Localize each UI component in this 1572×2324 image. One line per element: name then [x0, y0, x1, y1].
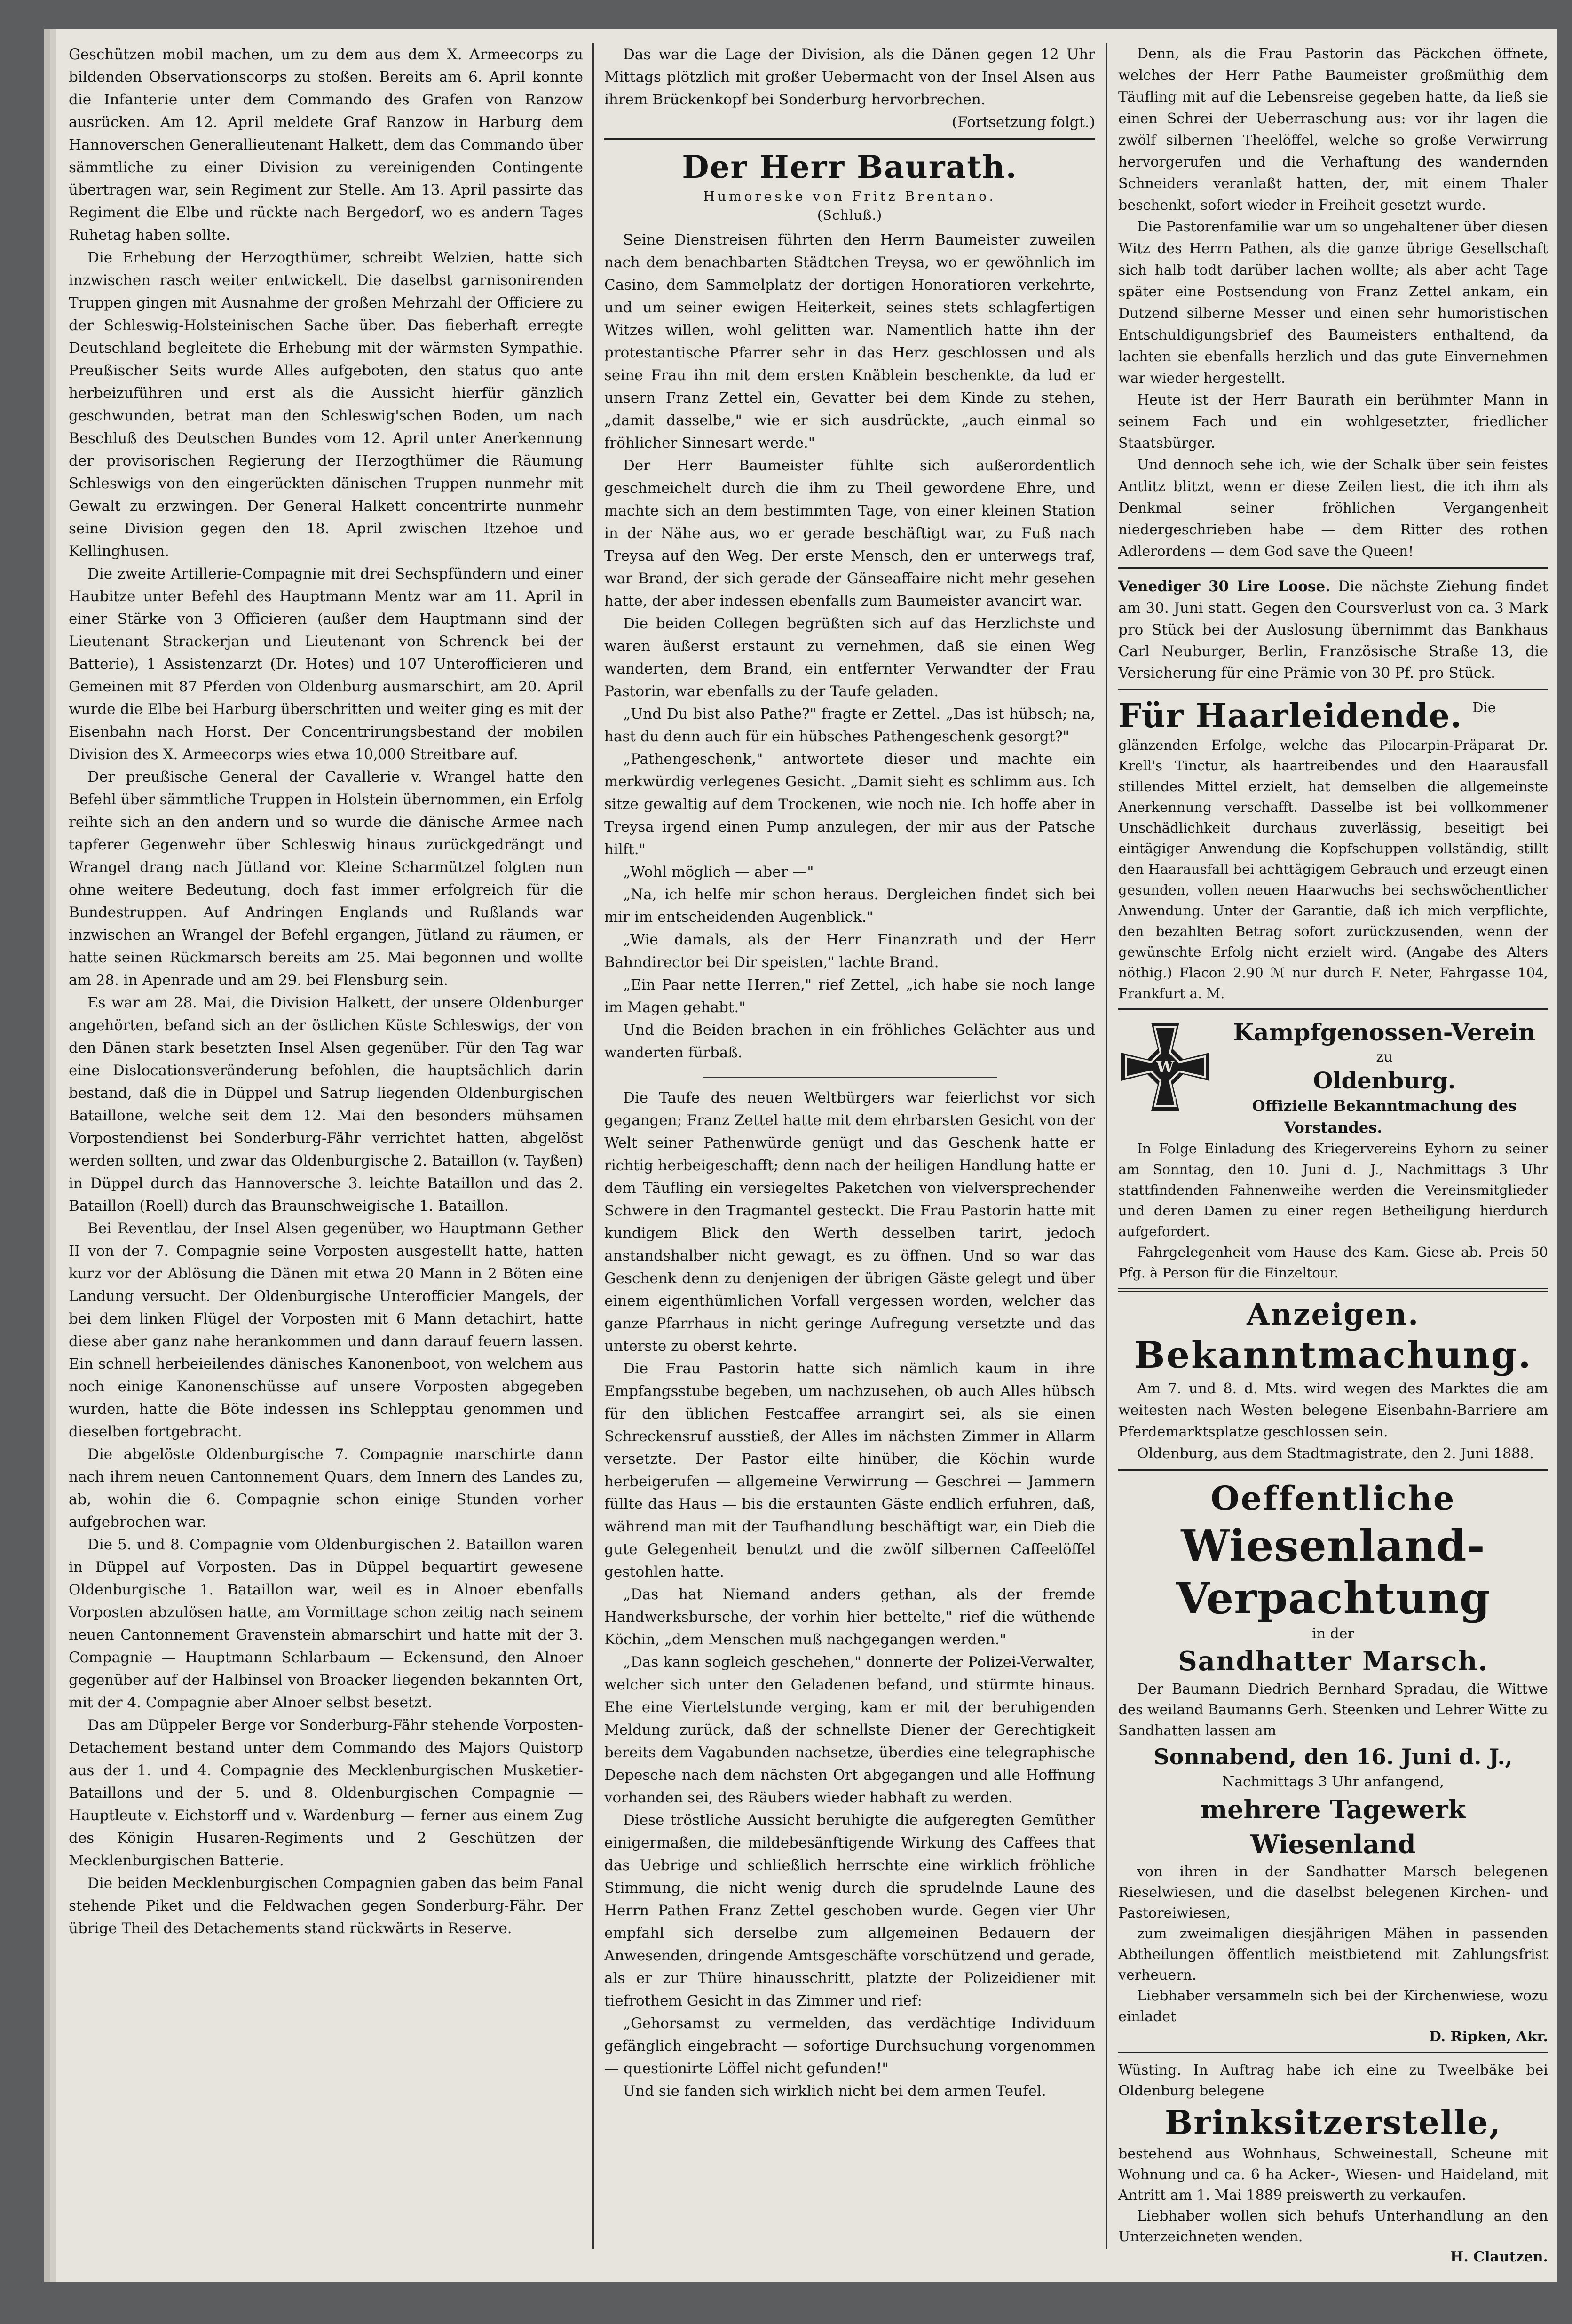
notice-text: Am 7. und 8. d. Mts. wird wegen des Marktes die am weitesten nach Westen belegene Eisenbahn-Barriere am Pferdemarktsplatze geschlossen sein. [1118, 1380, 1548, 1440]
history-paragraph: Die beiden Mecklenburgischen Compagnien gaben das beim Fanal stehende Piket und die Feldwachen gegen Sonderburg-Fähr. Der übrige Theil des Detachements stand rückwärts in Reserve. [69, 1875, 583, 1937]
story-paragraph: Die Pastorenfamilie war um so ungehaltener über diesen Witz des Herrn Pathen, als die ganze übrige Gesellschaft sich halb todt darüber lachen wollte; als aber acht Tage später eine Postsendung von Franz Zettel ankam, ein Dutzend silberne Messer und einen sehr humoristischen Entschuldigungsbrief des Baumeisters enthaltend, da lachten sie ebenfalls herzlich und das gute Einvernehmen war wieder hergestellt. [1118, 219, 1548, 387]
lease-in: in der [1312, 1626, 1354, 1642]
iron-cross-icon [1118, 1020, 1212, 1114]
history-paragraph: Es war am 28. Mai, die Division Halkett, der unsere Oldenburger angehörten, befand sich an der östlichen Küste Schleswigs, der von den Dänen stark besetzten Insel Alsen gegenüber. Für den Tag war eine Dislocationsveränderung befohlen, die hauptsächlich darin bestand, daß die in Düppel und Satrup liegenden Oldenburgischen Bataillone, welche seit dem 12. Mai den besonders mühsamen Vorpostendienst bei Sonderburg-Fähr verrichtet hatten, abgelöst werden sollten, und zwar das Oldenburgische 2. Bataillon (v. Tayßen) in Düppel durch das Hannoversche 3. leichte Bataillon und das 2. Bataillon (Roell) durch das Braunschweigische 1. Bataillon. [69, 994, 583, 1214]
lease-heading-4: mehrere Tagewerk Wiesenland [1201, 1794, 1466, 1859]
lease-date: Sonnabend, den 16. Juni d. J., [1153, 1744, 1513, 1769]
story-title: Der Herr Baurath. [682, 149, 1018, 185]
column-feuilleton [604, 43, 1095, 2249]
column-history [69, 43, 583, 2249]
scene-divider [703, 1077, 997, 1078]
ad-hair-text: Die glänzenden Erfolge, welche das Pilocarpin-Präparat Dr. Krell's Tinctur, als haartreibendes und den Haarausfall stillendes Mittel erzielt, hat demselben die allgemeinste Anerkennung verschafft. Dasselbe ist bei vollkommener Unschädlichkeit durchaus zuverlässig, beseitigt bei eintägiger Anwendung die Kopfschuppen vollständig, stillt den Haarausfall bei achttägigem Gebrauch und erzeugt einen gesunden, vollen neuen Haarwuchs bei sechswöchentlicher Anwendung. Unter der Garantie, daß ich mich verpflichte, den bezahlten Betrag sofort zurückzusenden, wenn der gewünschte Erfolg nicht erzielt wird. (Angabe des Alters nöthig.) Flacon 2.90 ℳ nur durch F. Neter, Fahrgasse 104, Frankfurt a. M. [1118, 699, 1548, 1001]
sale-sign: H. Clautzen. [1450, 2249, 1548, 2265]
ad-veterans-subtitle: Offizielle Bekanntmachung des Vorstandes. [1252, 1097, 1517, 1136]
ad-hair-title: Für Haarleidende. [1118, 696, 1462, 735]
story-paragraph: „Das kann sogleich geschehen," donnerte der Polizei-Verwalter, welcher sich unter den Geladenen befand, und stürmte hinaus. Ehe eine Viertelstunde verging, kam er mit der beruhigenden Meldung zurück, daß der schnellste Diener der Gerechtigkeit bereits dem Vagabunden nachsetze, überdies eine telegraphische Depesche nach dem nächsten Ort abgegangen und alle Hoffnung vorhanden sei, des Räubers wieder habhaft zu werden. [604, 1654, 1095, 1806]
ad-lottery-title: Venediger 30 Lire Loose. [1118, 578, 1330, 595]
story-paragraph: Und die Beiden brachen in ein fröhliches Gelächter aus und wanderten fürbaß. [604, 1022, 1095, 1061]
story-paragraph: „Und Du bist also Pathe?" fragte er Zettel. „Das ist hübsch; na, hast du denn auch für ein hübsches Pathengeschenk gesorgt?" [604, 706, 1095, 745]
story-byline: Humoreske von Fritz Brentano. [703, 189, 996, 204]
lease-heading-3: Sandhatter Marsch. [1178, 1646, 1488, 1677]
story-paragraph: Der Herr Baumeister fühlte sich außerordentlich geschmeichelt durch die ihm zu Theil gewordene Ehre, und machte sich an dem bestimmten Tage, von einer kleinen Station in der Nähe aus, wo er gerade beschäftigt war, zu Fuß nach Treysa auf den Weg. Der erste Mensch, den er unterwegs traf, war Brand, der sich gerade der Gänseaffaire nicht mehr gesehen hatte, der aber indessen ebenfalls zum Baumeister avancirt war. [604, 457, 1095, 610]
history-paragraph: Die Erhebung der Herzogthümer, schreibt Welzien, hatte sich inzwischen rasch weiter entwickelt. Die daselbst garnisonirenden Truppen gingen mit Ausnahme der großen Mehrzahl der Officiere zu der Schleswig-Holsteinischen Sache über. Das fieberhaft erregte Deutschland begleitete die Erhebung mit der wärmsten Sympathie. Preußischer Seits wurde Alles aufgeboten, den status quo ante herbeizuführen und erst als die Aussicht hierfür gänzlich geschwunden, betrat man den Schleswig'schen Boden, um nach Beschluß des Deutschen Bundes vom 12. April unter Anerkennung der provisorischen Regierung der Herzogthümer die Räumung Schleswigs von den eingerückten dänischen Truppen nunmehr mit Gewalt zu erzwingen. Der General Halkett concentrirte nunmehr seine Division gegen den 18. April zwischen Itzehoe und Kellinghusen. [69, 249, 583, 560]
history-paragraph: Das am Düppeler Berge vor Sonderburg-Fähr stehende Vorposten-Detachement bestand unter dem Commando des Majors Quistorp aus der 1. und 4. Compagnie des Mecklenburgischen Musketier-Bataillons und der 5. und 8. Oldenburgischen Compagnie — Hauptleute v. Eichstorff und v. Wardenburg — ferner aus einem Zug des Königin Husaren-Regiments und 2 Geschützen der Mecklenburgischen Batterie. [69, 1717, 583, 1869]
section-divider [604, 138, 1095, 142]
sale-text2: Liebhaber wollen sich behufs Unterhandlung an den Unterzeichneten wenden. [1118, 2208, 1548, 2245]
ad-divider [1118, 2052, 1548, 2055]
ad-divider [1118, 1008, 1548, 1012]
history-paragraph: Die 5. und 8. Compagnie vom Oldenburgischen 2. Bataillon waren in Düppel auf Vorposten. Das in Düppel bequartirt gewesene Oldenburgische 1. Bataillon war, weil es in Alnoer ebenfalls Vorposten abzulösen hatte, am Vormittage schon zeitig nach seinem neuen Cantonnement Gravenstein abmarschirt und hatte mit der 3. Compagnie — Hauptmann Schlarbaum — Eckensund, den Alnoer gegenüber auf der Halbinsel von Broacker liegenden bekannten Ort, mit der 4. Compagnie aber Alnoer selbst besetzt. [69, 1536, 583, 1711]
sale-text: bestehend aus Wohnhaus, Schweinestall, Scheune mit Wohnung und ca. 6 ha Acker-, Wiesen- und Haideland, mit Antritt am 1. Mai 1889 preiswerth zu verkaufen. [1118, 2146, 1548, 2204]
lease-text4: Liebhaber versammeln sich bei der Kirchenwiese, wozu einladet [1118, 1988, 1548, 2025]
history-paragraph: Der preußische General der Cavallerie v. Wrangel hatte den Befehl über sämmtliche Truppen in Holstein übernommen, ein Erfolg reihte sich an den andern und so wurde die dänische Armee nach tapferer Gegenwehr über Schleswig hinaus zurückgedrängt und Wrangel drang nach Jütland vor. Kleine Scharmützel folgten nun ohne weitere Bedeutung, doch fast immer erfolgreich für die Bundestruppen. Auf Andringen Englands und Rußlands war inzwischen an Wrangel der Befehl ergangen, Jütland zu räumen, er hatte seinen Rückmarsch bereits am 25. Mai begonnen und wollte am 28. in Apenrade und am 29. bei Flensburg sein. [69, 769, 583, 989]
ad-veterans-text2: Fahrgelegenheit vom Hause des Kam. Giese ab. Preis 50 Pfg. à Person für die Einzeltour. [1118, 1244, 1548, 1281]
lease-text: Der Baumann Diedrich Bernhard Spradau, die Wittwe des weiland Baumanns Gerh. Steenken und Lehrer Witte zu Sandhatten lassen am [1118, 1681, 1548, 1739]
story-conclusion-note: (Schluß.) [817, 207, 883, 223]
story-paragraph: „Das hat Niemand anders gethan, als der fremde Handwerksbursche, der vorhin hier bettelte," rief die wüthende Köchin, „dem Menschen muß nachgegangen werden." [604, 1586, 1095, 1648]
story-paragraph: Heute ist der Herr Baurath ein berühmter Mann in seinem Fach und ein wohlgesetzter, friedlicher Staatsbürger. [1118, 392, 1548, 452]
lease-time: Nachmittags 3 Uhr anfangend, [1222, 1774, 1445, 1790]
column-rule [592, 43, 594, 2249]
ad-lottery-text: Die nächste Ziehung findet am 30. Juni statt. Gegen den Coursverlust von ca. 3 Mark pro Stück bei der Auslosung übernimmt das Bankhaus Carl Neuburger, Berlin, Französische Straße 13, die Versicherung für eine Prämie von 30 Pf. pro Stück. [1118, 578, 1548, 682]
sale-title: Brinksitzerstelle, [1165, 2103, 1501, 2142]
ad-divider [1118, 1469, 1548, 1473]
ad-veterans [1118, 1017, 1548, 1283]
story-paragraph: Die Frau Pastorin hatte sich nämlich kaum in ihre Empfangsstube begeben, um nachzusehen, ob auch Alles hübsch für den üblichen Festcaffee arrangirt sei, als sie einen Schreckensruf ausstieß, der Alles im nächsten Zimmer in Allarm versetzte. Der Pastor eilte hinüber, die Köchin wurde herbeigerufen — allgemeine Verwirrung — Geschrei — Jammern füllte das Haus — bis die erstaunten Gäste endlich erfuhren, daß, während man mit der Taufhandlung beschäftigt war, ein Dieb die gute Gelegenheit benutzt und die zwölf silbernen Caffeelöffel gestohlen hatte. [604, 1360, 1095, 1580]
lease-text3: zum zweimaligen diesjährigen Mähen in passenden Abtheilungen öffentlich meistbietend mit Zahlungsfrist verheuern. [1118, 1926, 1548, 1983]
story-paragraph: Seine Dienstreisen führten den Herrn Baumeister zuweilen nach dem benachbarten Städtchen Treysa, wo er gewöhnlich im Casino, dem Sammelplatz der dortigen Honoratioren verkehrte, und um seiner ewigen Heiterkeit, seines stets schlagfertigen Witzes willen, wohl gelitten war. Namentlich hatte ihn der protestantische Pfarrer sehr in das Herz geschlossen und als seine Frau ihn mit dem ersten Knäblein beschenkte, da lud er unsern Franz Zettel ein, Gevatter bei dem Kinde zu stehen, „damit dasselbe," wie er sich ausdrückte, „auch einmal so fröhlicher Sinnesart werde." [604, 231, 1095, 452]
story-paragraph: Und dennoch sehe ich, wie der Schalk über sein feistes Antlitz blitzt, wenn er diese Zeilen liest, die ich ihm als Denkmal seiner fröhlichen Vergangenheit niedergeschrieben habe — dem Ritter des rothen Adlerordens — dem God save the Queen! [1118, 457, 1548, 560]
lease-text2: von ihren in der Sandhatter Marsch belegenen Rieselwiesen, und die daselbst belegenen Kirchen- und Pastoreiwiesen, [1118, 1864, 1548, 1921]
column-rule [1106, 43, 1107, 2249]
story-paragraph: „Ein Paar nette Herren," rief Zettel, „ich habe sie noch lange im Magen gehabt." [604, 976, 1095, 1016]
continuation-note: (Fortsetzung folgt.) [952, 114, 1095, 131]
ad-divider [1118, 1288, 1548, 1292]
ad-veterans-title: Kampfgenossen-Verein [1233, 1018, 1536, 1046]
column-ads [1118, 43, 1548, 2265]
history-paragraph: Bei Reventlau, der Insel Alsen gegenüber, wo Hauptmann Gether II von der 7. Compagnie seine Vorposten ausgestellt hatte, hatten kurz vor der Ablösung die Dänen mit etwa 20 Mann in 2 Böten eine Landung versucht. Der Oldenburgische Unterofficier Mangels, der bei dem linken Flügel der Vorposten mit 6 Mann detachirt, hatte diese aber ganz nahe herankommen und dann darauf feuern lassen. Ein schnell herbeieilendes dänisches Kanonenboot, von welchem aus noch einige Kanonenschüsse auf unsere Vorposten abgegeben wurden, hatte die Böte indessen ins Schlepptau genommen und dieselben fortgebracht. [69, 1220, 583, 1440]
ad-divider [1118, 689, 1548, 692]
story-paragraph: Und sie fanden sich wirklich nicht bei dem armen Teufel. [623, 2083, 1046, 2100]
story-paragraph: „Wohl möglich — aber —" [623, 864, 814, 880]
story-paragraph: Denn, als die Frau Pastorin das Päckchen öffnete, welches der Herr Pathe Baumeister großmüthig dem Täufling mit auf die Lebensreise gegeben hatte, da ließ sie einen Schrei der Ueberraschung aus: vor ihr lagen die zwölf silbernen Theelöffel, welche so große Verwirrung hervorgerufen und die Verhaftung des wandernden Schneiders veranlaßt hatten, der, mit einem Thaler beschenkt, sofort wieder in Freiheit gesetzt wurde. [1118, 46, 1548, 214]
notice-sign: Oldenburg, aus dem Stadtmagistrate, den 2. Juni 1888. [1137, 1445, 1534, 1462]
lease-heading-2: Wiesenland-Verpachtung [1176, 1520, 1491, 1624]
history-conclusion: Das war die Lage der Division, als die Dänen gegen 12 Uhr Mittags plötzlich mit großer Uebermacht von der Insel Alsen aus ihrem Brückenkopf bei Sonderburg hervorbrechen. [604, 46, 1095, 108]
ads-heading: Anzeigen. [1247, 1297, 1420, 1332]
story-paragraph: Die Taufe des neuen Weltbürgers war feierlichst vor sich gegangen; Franz Zettel hatte mit dem ehrbarsten Gesicht von der Welt seiner Pathenwürde genügt und das Geschenk hatte er richtig herbeigeschafft; denn nach der heiligen Handlung hatte er dem Täufling ein versiegeltes Paketchen von vielversprechender Schwere in den Tragmantel gesteckt. Die Frau Pastorin hatte mit kundigem Blick den Werth desselben tarirt, jedoch anstandshalber nicht gewagt, es zu öffnen. Und so war das Geschenk denn zu denjenigen der übrigen Gäste gelegt und über einem eigenthümlichen Vorfall vergessen worden, welcher das ganze Pfarrhaus in nicht geringe Aufregung versetzte und das unterste zu oberst kehrte. [604, 1089, 1095, 1355]
sale-lead: Wüsting. In Auftrag habe ich eine zu Tweelbäke bei Oldenburg belegene [1118, 2062, 1548, 2099]
story-paragraph: Diese tröstliche Aussicht beruhigte die aufgeregten Gemüther einigermaßen, die mildebesänftigende Wirkung des Caffees that das Uebrige und schließlich herrschte eine wirklich fröhliche Stimmung, die nicht wenig durch die sprudelnde Laune des Herrn Pathen Franz Zettel geschoben wurde. Gegen vier Uhr empfahl sich derselbe zum allgemeinen Bedauern der Anwesenden, dringende Amtsgeschäfte vorschützend und gerade, als er zur Thüre hinausschritt, platzte der Polizeidiener mit tiefrothem Gesicht in das Zimmer und rief: [604, 1812, 1095, 2009]
history-paragraph: Die zweite Artillerie-Compagnie mit drei Sechspfündern und einer Haubitze unter Befehl des Hauptmann Mentz war am 11. April in einer Stärke von 3 Officieren (außer dem Hauptmann sind der Lieutenant Strackerjan und Lieutenant von Schrenck bei der Batterie), 1 Assistenzarzt (Dr. Hotes) und 107 Unterofficieren und Gemeinen mit 87 Pferden von Oldenburg ausmarschirt, am 20. April wurde die Elbe bei Harburg überschritten und weiter ging es mit der Eisenbahn nach Horst. Der Concentrirungsbestand der mobilen Division des X. Armeecorps wies etwa 10,000 Streitbare auf. [69, 565, 583, 763]
story-paragraph: „Wie damals, als der Herr Finanzrath und der Herr Bahndirector bei Dir speisten," lachte Brand. [604, 931, 1095, 971]
story-paragraph: „Na, ich helfe mir schon heraus. Dergleichen findet sich bei mir im entscheidenden Augenblick." [604, 886, 1095, 926]
notice-title: Bekanntmachung. [1134, 1334, 1533, 1377]
newspaper-page [56, 29, 1557, 2282]
lease-sign: D. Ripken, Akr. [1429, 2029, 1548, 2045]
lease-heading-1: Oeffentliche [1210, 1479, 1456, 1518]
story-paragraph: Die beiden Collegen begrüßten sich auf das Herzlichste und waren äußerst erstaunt zu vernehmen, daß sie einen Weg wanderten, dem Brand, ein entfernter Verwandter der Frau Pastorin, war ebenfalls zu der Taufe geladen. [604, 615, 1095, 700]
ad-hair [1118, 697, 1548, 1004]
ad-veterans-town: Oldenburg. [1313, 1068, 1456, 1094]
story-paragraph: „Pathengeschenk," antwortete dieser und machte ein merkwürdig verlegenes Gesicht. „Damit sieht es schlimm aus. Ich sitze gewaltig auf dem Trockenen, wie noch nie. Ich hoffe aber in Treysa irgend einen Pump anzulegen, der mir aus der Patsche hilft." [604, 751, 1095, 858]
ad-veterans-zu: zu [1376, 1049, 1393, 1065]
history-paragraph: Die abgelöste Oldenburgische 7. Compagnie marschirte dann nach ihrem neuen Cantonnement Quars, dem Innern des Landes zu, ab, wohin die 6. Compagnie schon einige Stunden vorher aufgebrochen war. [69, 1446, 583, 1531]
svg-text:1870: 1870 [1172, 1096, 1194, 1106]
story-paragraph: „Gehorsamst zu vermelden, das verdächtige Individuum gefänglich eingebracht — sofortige Durchsuchung vorgenommen — questionirte Löffel nicht gefunden!" [604, 2015, 1095, 2077]
ad-veterans-text: In Folge Einladung des Kriegervereins Eyhorn zu seiner am Sonntag, den 10. Juni d. J., Nachmittags 3 Uhr stattfindenden Fahnenweihe werden die Vereinsmitglieder und deren Damen zu einer regen Betheiligung hierdurch aufgefordert. [1118, 1141, 1548, 1239]
ad-lottery [1118, 576, 1548, 684]
svg-text:W: W [1156, 1058, 1175, 1077]
history-paragraph: Geschützen mobil machen, um zu dem aus dem X. Armeecorps zu bildenden Observationscorps zu stoßen. Bereits am 6. April konnte die Infanterie unter dem Commando des Grafen von Ranzow ausrücken. Am 12. April meldete Graf Ranzow in Harburg dem Hannoverschen Generallieutenant Halkett, dem das Commando über sämmtliche zu einer Division zu vereinigenden Contingente übertragen war, sein Regiment zur Stelle. Am 13. April passirte das Regiment die Elbe und rückte nach Bergedorf, wo es andern Tages Ruhetag haben sollte. [69, 46, 583, 244]
ad-divider [1118, 567, 1548, 571]
